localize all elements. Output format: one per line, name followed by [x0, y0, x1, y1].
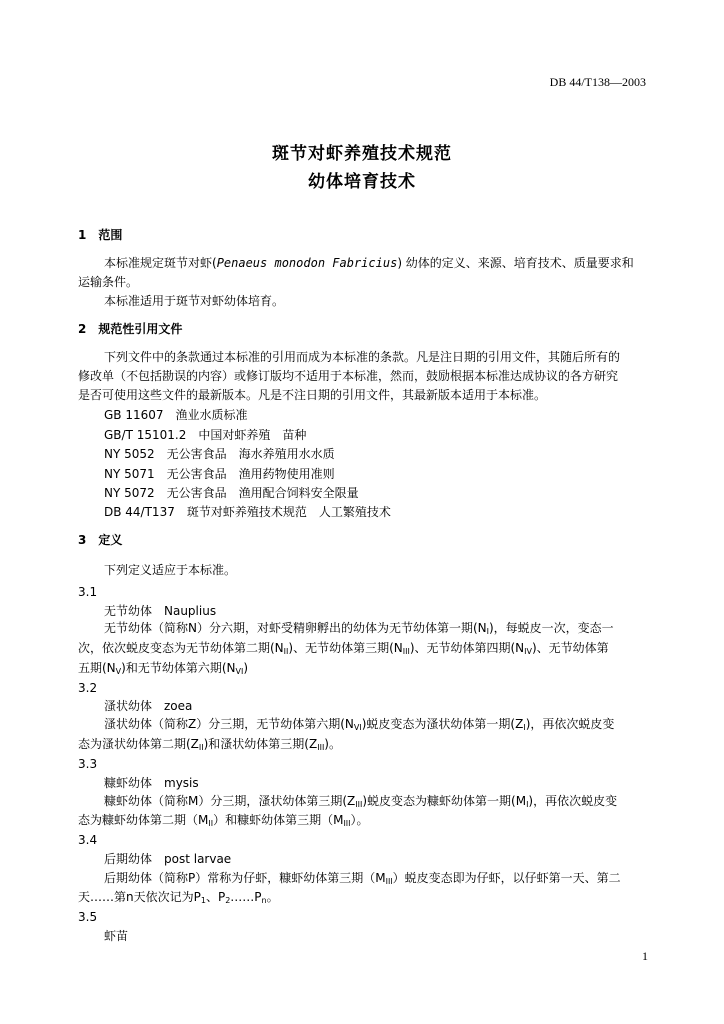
clause-3-1-line-1: 无节幼体（简称N）分六期，对虾受精卵孵出的幼体为无节幼体第一期$(N_I)$，每蜕皮一次，变态一 [104, 621, 614, 636]
clause-3-2-term: 溞状幼体 zoea [104, 699, 193, 713]
clause-3-4-line-1: 后期幼体（简称P）常称为仔虾，糠虾幼体第三期$(M_{III})$蜕皮变态即为仔虾，以仔虾第一天、第二 [104, 871, 621, 886]
section-1-para-1-line-2: 运输条件。 [78, 275, 139, 289]
clause-3-1-line-3: 五期$(N_V)$和无节幼体第六期$(N_{VI})$ [78, 661, 249, 676]
page-number: 1 [642, 949, 648, 963]
section-2-para-line-1: 下列文件中的条款通过本标准的引用而成为本标准的条款。凡是注日期的引用文件，其随后所有的 [104, 350, 621, 364]
clause-3-4-line-2: 天……第n天依次记为$P_1$、$P_2\dots\dots P_n$。 [78, 890, 279, 905]
document-subtitle: 幼体培育技术 [308, 172, 416, 192]
clause-3-2-number: 3.2 [78, 681, 98, 695]
clause-3-5-term: 虾苗 [104, 929, 129, 943]
clause-3-2-line-1: 溞状幼体（简称Z）分三期，无节幼体第六期$(N_{VI})$蜕皮变态为溞状幼体第一期$(Z_I)$，再依次蜕皮变 [104, 717, 615, 732]
clause-3-1-line-2: 次，依次蜕皮变态为无节幼体第二期$(N_{II})$、无节幼体第三期$(N_{III})$、无节幼体第四期$(N_{IV})$、无节幼体第 [78, 641, 609, 656]
clause-3-1-term: 无节幼体 Nauplius [104, 604, 217, 618]
document-title: 斑节对虾养殖技术规范 [272, 144, 452, 164]
section-2-para-line-3: 是否可使用这些文件的最新版本。凡是不注日期的引用文件，其最新版本适用于本标准。 [78, 388, 547, 402]
section-2-para-line-2: 修改单（不包括勘误的内容）或修订版均不适用于本标准，然而，鼓励根据本标准达成协议的各方研究 [78, 369, 619, 383]
section-1-para-1-line-1: 本标准规定斑节对虾(Penaeus monodon Fabricius) 幼体的定义、来源、培育技术、质量要求和 [104, 256, 634, 270]
reference-item: DB 44/T137 斑节对虾养殖技术规范 人工繁殖技术 [104, 505, 391, 519]
reference-item: NY 5052 无公害食品 海水养殖用水水质 [104, 447, 335, 461]
reference-item: GB 11607 渔业水质标准 [104, 408, 248, 422]
standard-code: DB 44/T138—2003 [549, 75, 646, 89]
clause-3-3-line-1: 糠虾幼体（简称M）分三期，溞状幼体第三期$(Z_{III})$蜕皮变态为糠虾幼体第一期$(M_I)$，再依次蜕皮变 [104, 794, 618, 809]
section-2-heading: 2 规范性引用文件 [78, 322, 183, 336]
reference-item: NY 5072 无公害食品 渔用配合饲料安全限量 [104, 486, 359, 500]
section-3-heading: 3 定义 [78, 533, 123, 547]
clause-3-3-term: 糠虾幼体 mysis [104, 776, 199, 790]
section-3-intro: 下列定义适应于本标准。 [104, 563, 237, 577]
scientific-name: Penaeus monodon Fabricius [216, 256, 398, 270]
section-1-para-2: 本标准适用于斑节对虾幼体培育。 [104, 294, 285, 308]
clause-3-2-line-2: 态为溞状幼体第二期$(Z_{II})$和溞状幼体第三期$(Z_{III})$。 [78, 737, 341, 752]
clause-3-5-number: 3.5 [78, 910, 98, 924]
clause-3-4-term: 后期幼体 post larvae [104, 852, 232, 866]
clause-3-1-number: 3.1 [78, 585, 98, 599]
clause-3-4-number: 3.4 [78, 833, 98, 847]
reference-item: NY 5071 无公害食品 渔用药物使用准则 [104, 467, 335, 481]
clause-3-3-line-2: 态为糠虾幼体第二期$(M_{II})$和糠虾幼体第三期$(M_{III})$。 [78, 813, 369, 828]
reference-item: GB/T 15101.2 中国对虾养殖 苗种 [104, 428, 307, 442]
section-1-heading: 1 范围 [78, 228, 123, 242]
clause-3-3-number: 3.3 [78, 757, 98, 771]
